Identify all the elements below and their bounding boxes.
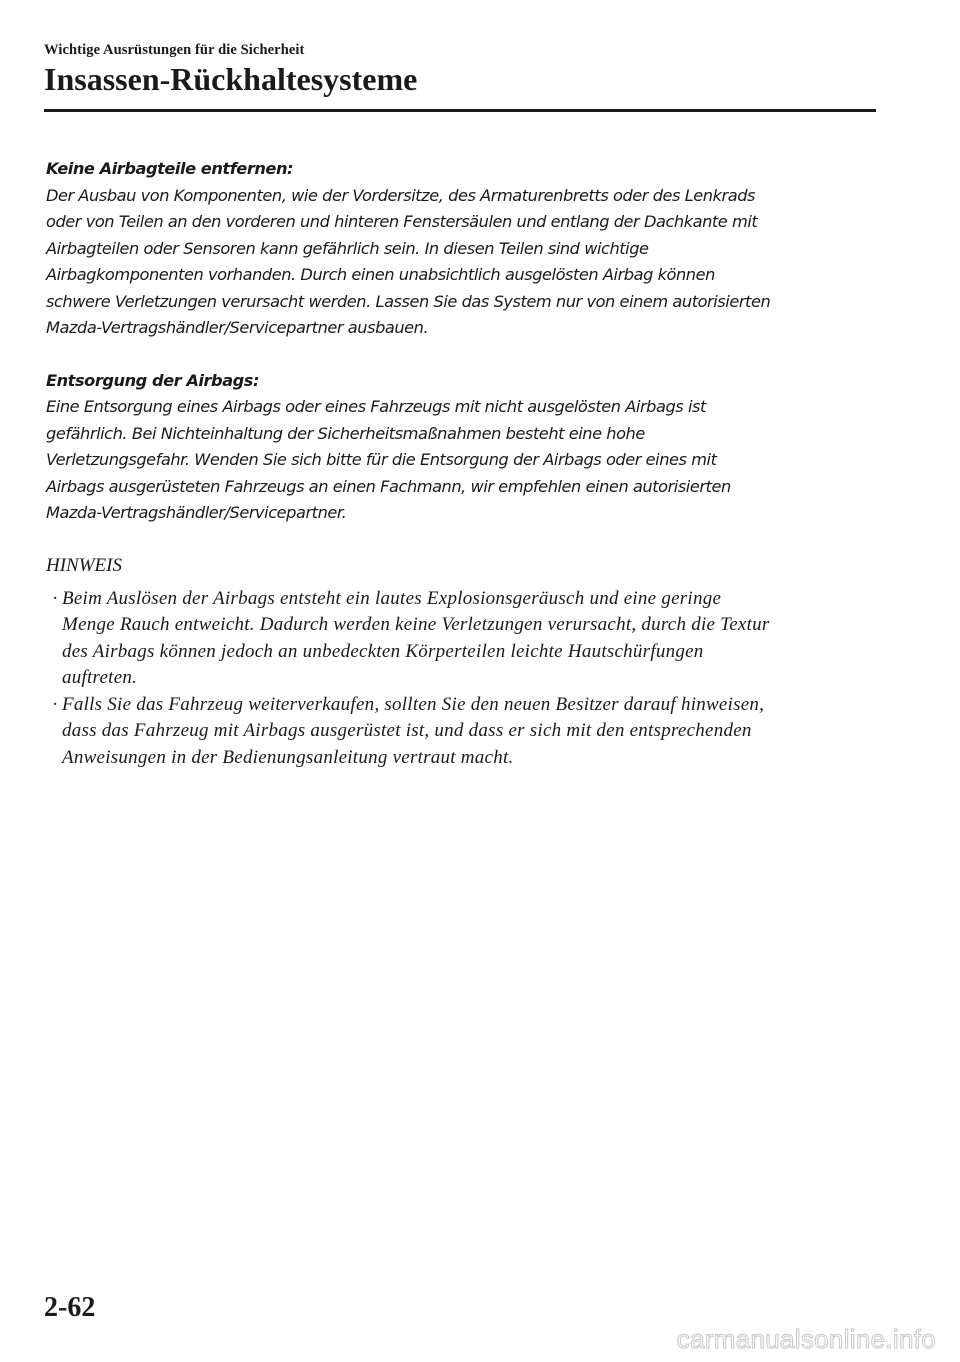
note-section [46,553,876,772]
note-heading: HINWEIS [46,554,122,576]
note-line: Falls Sie das Fahrzeug weiterverkaufen, sollten Sie den neuen Besitzer darauf hinweisen, [62,693,765,715]
warning-line: Der Ausbau von Komponenten, wie der Vordersitze, des Armaturenbretts oder des Lenkrads [46,185,755,205]
warning-line: Airbagteilen oder Sensoren kann gefährlich sein. In diesen Teilen sind wichtige [46,238,649,258]
warning-line: Airbags ausgerüsteten Fahrzeugs an einen Fachmann, wir empfehlen einen autorisierten [46,476,731,496]
warning-line: gefährlich. Bei Nichteinhaltung der Sicherheitsmaßnahmen besteht eine hohe [46,423,645,443]
note-line: auftreten. [62,667,138,688]
warning-line: oder von Teilen an den vorderen und hinteren Fenstersäulen und entlang der Dachkante mit [46,212,758,231]
page-title: Insassen-Rückhaltesysteme [44,61,418,97]
page-header [44,40,876,100]
header-divider [44,109,876,112]
warning-heading: Entsorgung der Airbags: [46,370,260,390]
warning-line: Airbagkomponenten vorhanden. Durch einen unabsichtlich ausgelösten Airbag können [46,265,715,284]
warning-line: Mazda-Vertragshändler/Servicepartner. [46,503,347,522]
note-item [46,692,876,772]
note-line: Beim Auslösen der Airbags entsteht ein lautes Explosionsgeräusch und eine geringe [62,587,722,609]
note-list [46,586,876,772]
page-number: 2-62 [44,1292,96,1323]
note-item [46,586,876,692]
warning-line: schwere Verletzungen verursacht werden. Lassen Sie das System nur von einem autorisierten [46,291,771,311]
warning-heading: Keine Airbagteile entfernen: [46,159,294,178]
warning-line: Mazda-Vertragshändler/Servicepartner ausbauen. [46,318,429,337]
note-line: Menge Rauch entweicht. Dadurch werden keine Verletzungen verursacht, durch die Textur [62,614,770,635]
warning-line: Eine Entsorgung eines Airbags oder eines Fahrzeugs mit nicht ausgelösten Airbags ist [46,397,706,416]
section-title: Wichtige Ausrüstungen für die Sicherheit [44,42,305,58]
warning-airbag-disposal [46,368,876,527]
warning-no-airbag-removal [46,156,876,342]
bullet-dot-icon: · [52,693,59,715]
note-line: Anweisungen in der Bedienungsanleitung vertraut macht. [62,746,514,768]
main-content [46,156,876,771]
watermark: carmanualsonline.info [676,1324,936,1354]
bullet-dot-icon: · [52,587,59,609]
note-line: des Airbags können jedoch an unbedeckten Körperteilen leichte Hautschürfungen [62,640,704,662]
warning-line: Verletzungsgefahr. Wenden Sie sich bitte für die Entsorgung der Airbags oder eines mit [46,450,717,469]
note-line: dass das Fahrzeug mit Airbags ausgerüstet ist, und dass er sich mit den entsprechenden [62,720,752,741]
